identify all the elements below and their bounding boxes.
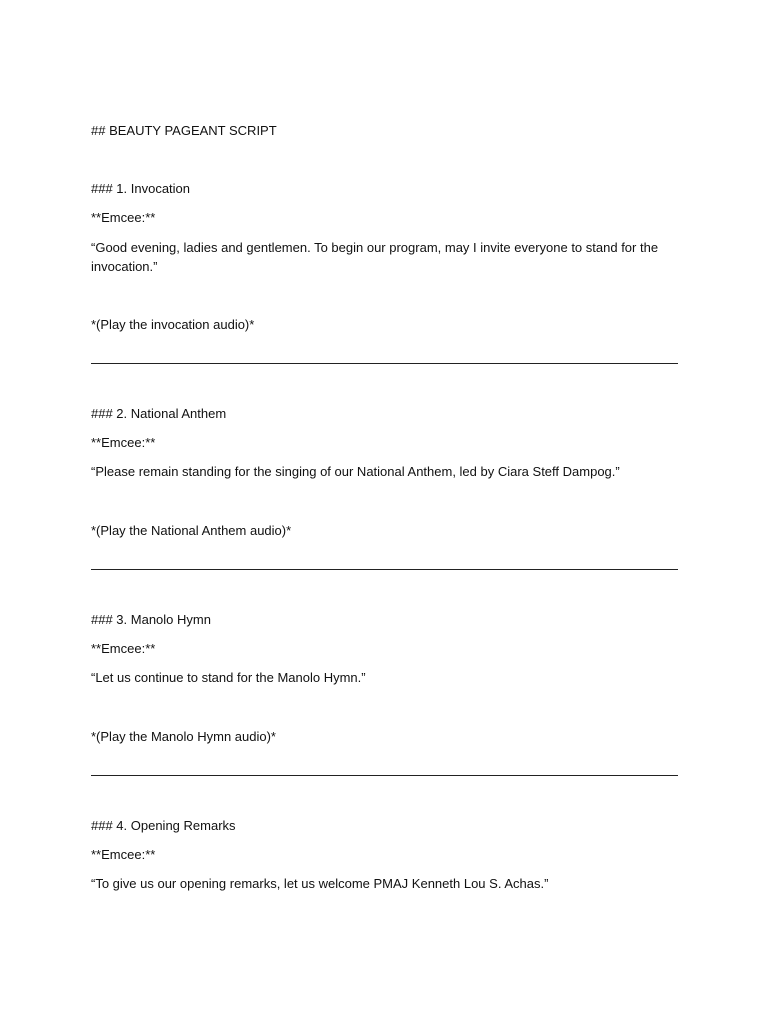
audio-cue: *(Play the invocation audio)* [91,317,255,332]
section-divider [91,775,678,776]
speaker-label: **Emcee:** [91,847,156,862]
section-heading-invocation: ### 1. Invocation [91,181,191,196]
section-divider [91,569,678,570]
emcee-line: “Good evening, ladies and gentlemen. To begin our program, may I invite everyone to stand for the invocation.” [91,240,659,274]
section-divider [91,363,678,364]
section-heading-opening-remarks: ### 4. Opening Remarks [91,818,236,833]
section-heading-manolo-hymn: ### 3. Manolo Hymn [91,612,211,627]
section-heading-national-anthem: ### 2. National Anthem [91,406,227,421]
emcee-line: “To give us our opening remarks, let us welcome PMAJ Kenneth Lou S. Achas.” [91,876,549,891]
document-title: ## BEAUTY PAGEANT SCRIPT [91,123,277,138]
speaker-label: **Emcee:** [91,210,156,225]
speaker-label: **Emcee:** [91,641,156,656]
speaker-label: **Emcee:** [91,435,156,450]
audio-cue: *(Play the National Anthem audio)* [91,523,292,538]
emcee-line: “Let us continue to stand for the Manolo Hymn.” [91,670,366,685]
emcee-line: “Please remain standing for the singing of our National Anthem, led by Ciara Steff Dampog.” [91,464,620,479]
audio-cue: *(Play the Manolo Hymn audio)* [91,729,276,744]
